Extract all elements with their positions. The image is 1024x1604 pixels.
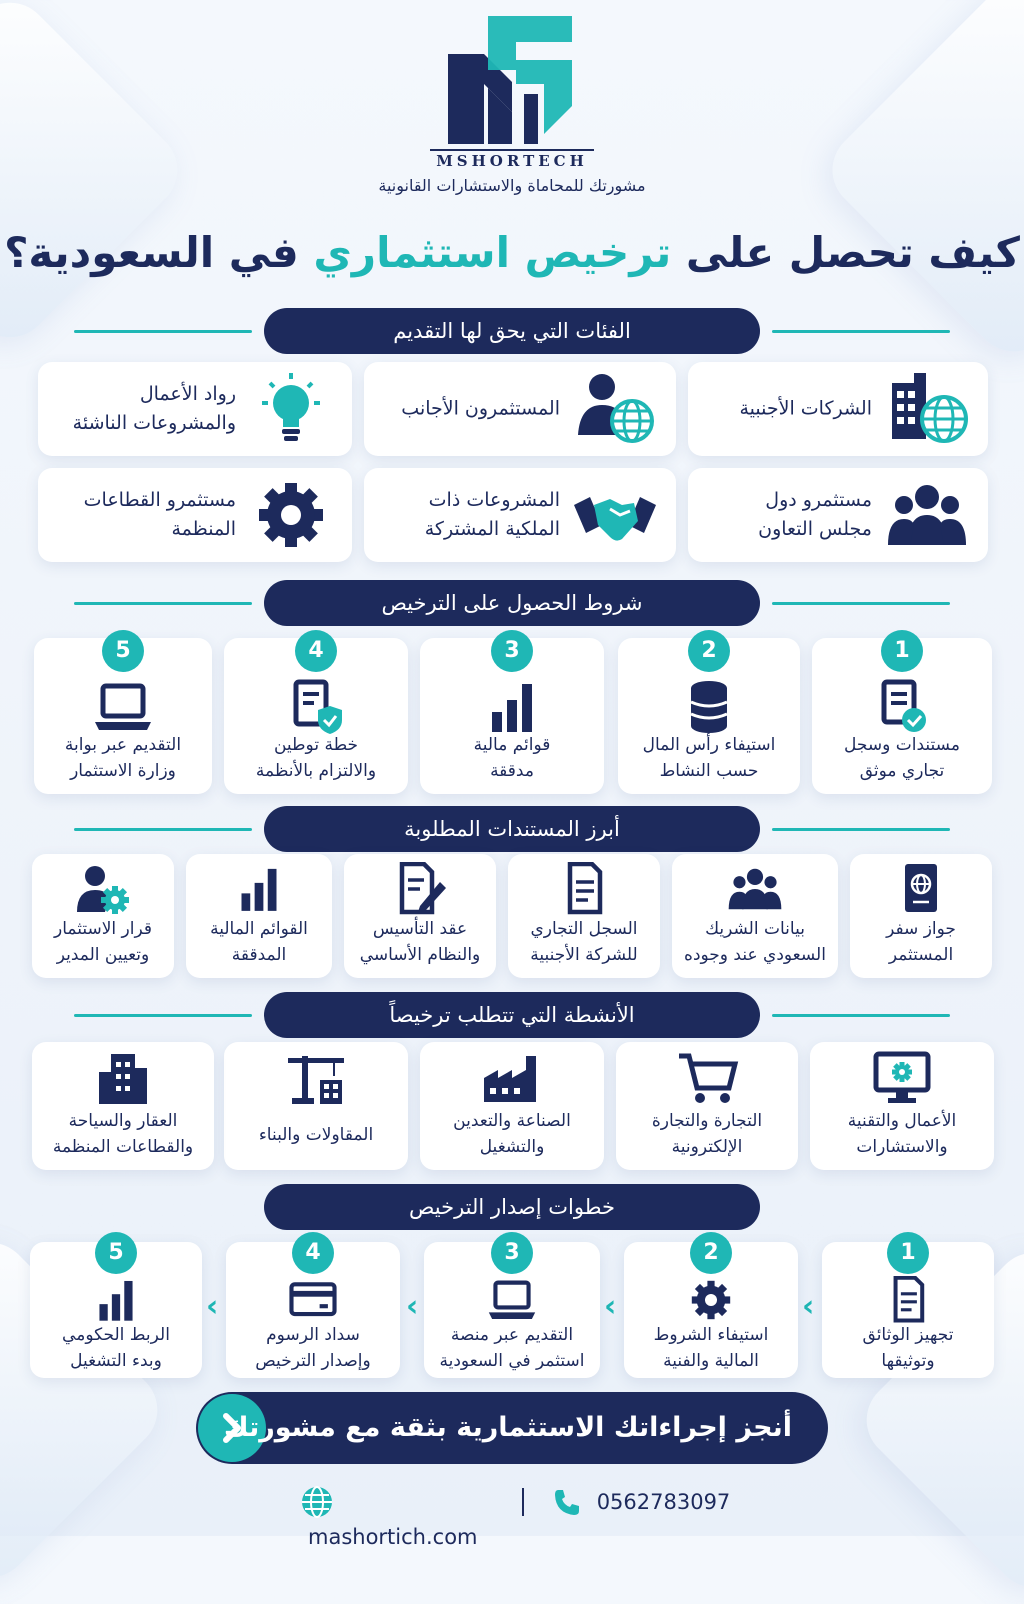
card-label: قرار الاستثمار	[54, 919, 152, 939]
eligible-card	[364, 468, 676, 562]
card-label: مدققة	[490, 761, 534, 781]
card-label: خطة توطين	[273, 735, 359, 755]
card-label: المستثمرون الأجانب	[401, 397, 560, 420]
card-label: تجهيز الوثائق	[862, 1325, 954, 1345]
title-part-3: في السعودية؟	[4, 228, 299, 277]
section-header-documents	[0, 806, 1024, 852]
monitor-gear-icon	[870, 1050, 934, 1108]
activity-card	[616, 1042, 798, 1170]
brand-divider	[430, 149, 594, 151]
contact-divider	[522, 1488, 524, 1516]
step-number: 1	[887, 1232, 929, 1274]
document-card	[672, 854, 838, 978]
credit-card-icon	[285, 1276, 341, 1324]
eligible-card	[38, 468, 352, 562]
card-label: مستثمرو القطاعات	[83, 489, 236, 511]
buildings-icon	[91, 1050, 155, 1108]
card-label: استيفاء رأس المال	[642, 735, 776, 755]
step-number: 5	[95, 1232, 137, 1274]
card-label: المنظمة	[171, 518, 236, 540]
card-label: الشركات الأجنبية	[739, 397, 872, 420]
phone-link[interactable]	[552, 1484, 752, 1518]
chevron-left-icon: ‹	[406, 1289, 419, 1324]
card-label: المستثمر	[888, 945, 954, 965]
card-label: حسب النشاط	[659, 761, 759, 781]
card-label: استيفاء الشروط	[653, 1325, 769, 1345]
bar-chart-icon	[88, 1276, 144, 1324]
chevron-left-icon: ‹	[802, 1289, 815, 1324]
lightbulb-icon	[248, 369, 334, 449]
card-label: جواز سفر	[886, 919, 956, 939]
activity-card	[32, 1042, 214, 1170]
step-number: 3	[491, 630, 533, 672]
card-label: وإصدار الترخيص	[255, 1351, 371, 1371]
card-label: العقار والسياحة	[68, 1111, 178, 1131]
document-card	[186, 854, 332, 978]
card-label: سداد الرسوم	[266, 1325, 360, 1345]
title-part-1: كيف تحصل على	[685, 228, 1020, 277]
card-label: والنظام الأساسي	[359, 945, 481, 965]
card-label: بيانات الشريك	[705, 919, 805, 939]
card-label: وزارة الاستثمار	[70, 761, 176, 781]
card-label: مستثمرو دول	[765, 489, 872, 511]
step-card	[424, 1242, 600, 1378]
card-label: التجارة والتجارة	[651, 1111, 763, 1131]
website-link[interactable]	[300, 1484, 510, 1549]
mshortech-logo	[446, 14, 578, 146]
card-label: للشركة الأجنبية	[530, 945, 638, 965]
eligible-card	[688, 468, 988, 562]
section-title: أبرز المستندات المطلوبة	[264, 806, 760, 852]
step-number: 3	[491, 1232, 533, 1274]
phone-icon	[552, 1487, 582, 1517]
document-card	[850, 854, 992, 978]
divider-line	[772, 828, 950, 831]
card-label: السجل التجاري	[530, 919, 638, 939]
document-card	[508, 854, 660, 978]
document-icon	[556, 862, 612, 916]
step-number: 4	[295, 630, 337, 672]
card-label: التقديم عبر منصة	[450, 1325, 574, 1345]
card-label: مستندات وسجل	[844, 735, 960, 755]
section-title: الفئات التي يحق لها التقديم	[264, 308, 760, 354]
card-label: والقطاعات المنظمة	[52, 1137, 194, 1157]
handshake-icon	[572, 475, 658, 555]
section-title: خطوات إصدار الترخيص	[264, 1184, 760, 1230]
cta-banner[interactable]	[196, 1392, 828, 1464]
divider-line	[74, 330, 252, 333]
card-label: الإلكترونية	[671, 1137, 743, 1157]
card-label: الربط الحكومي	[62, 1325, 170, 1345]
card-label: رواد الأعمال	[139, 383, 236, 405]
card-label: المالية والفنية	[663, 1351, 759, 1371]
title-part-2: ترخيص استثماري	[313, 228, 672, 277]
condition-card	[224, 638, 408, 794]
group-icon	[725, 862, 785, 916]
document-shield-icon	[284, 678, 348, 736]
document-icon	[880, 1276, 936, 1324]
brand-tagline: مشورتك للمحاماة والاستشارات القانونية	[378, 176, 646, 195]
database-icon	[677, 678, 741, 736]
bar-chart-icon	[231, 862, 287, 916]
chevron-left-icon: ‹	[206, 1289, 219, 1324]
card-label: وبدء التشغيل	[70, 1351, 162, 1371]
step-number: 1	[881, 630, 923, 672]
step-number: 4	[292, 1232, 334, 1274]
person-globe-icon	[572, 369, 658, 449]
person-gear-icon	[75, 862, 131, 916]
card-label: الصناعة والتعدين	[453, 1111, 571, 1131]
section-title: شروط الحصول على الترخيص	[264, 580, 760, 626]
step-number: 5	[102, 630, 144, 672]
factory-icon	[480, 1050, 544, 1108]
activity-card	[810, 1042, 994, 1170]
globe-icon	[300, 1485, 334, 1519]
card-label: قوائم مالية	[473, 735, 551, 755]
website-text: mashortich.com	[308, 1525, 478, 1549]
divider-line	[772, 330, 950, 333]
divider-line	[74, 602, 252, 605]
document-card	[344, 854, 496, 978]
activity-card	[420, 1042, 604, 1170]
activity-card	[224, 1042, 408, 1170]
divider-line	[74, 1014, 252, 1017]
step-number: 2	[688, 630, 730, 672]
card-label: القوائم المالية	[210, 919, 308, 939]
step-card	[30, 1242, 202, 1378]
card-label: وتعيين المدير	[56, 945, 150, 965]
gear-icon	[248, 475, 334, 555]
card-label: وتوثيقها	[881, 1351, 935, 1371]
condition-card	[420, 638, 604, 794]
condition-card	[812, 638, 992, 794]
gear-icon	[683, 1276, 739, 1324]
divider-line	[772, 602, 950, 605]
section-header-activities	[0, 992, 1024, 1038]
card-label: المشروعات ذات	[428, 489, 560, 511]
group-icon	[884, 475, 970, 555]
card-label: والالتزام بالأنظمة	[255, 761, 377, 781]
laptop-icon	[484, 1276, 540, 1324]
card-label: عقد التأسيس	[372, 919, 468, 939]
passport-icon	[893, 862, 949, 916]
cart-icon	[675, 1050, 739, 1108]
divider-line	[772, 1014, 950, 1017]
chevron-left-icon: ‹	[604, 1289, 617, 1324]
card-label: مجلس التعاون	[758, 518, 872, 540]
card-label: والاستشارات	[856, 1137, 948, 1157]
bar-chart-icon	[480, 678, 544, 736]
step-card	[226, 1242, 400, 1378]
document-card	[32, 854, 174, 978]
document-check-icon	[870, 678, 934, 736]
eligible-card	[688, 362, 988, 456]
card-label: تجاري موثق	[859, 761, 945, 781]
building-globe-icon	[884, 369, 970, 449]
card-label: والمشروعات الناشئة	[72, 412, 236, 434]
section-header-eligible	[0, 308, 1024, 354]
crane-icon	[284, 1050, 348, 1108]
laptop-icon	[91, 678, 155, 736]
card-label: الأعمال والتقنية	[847, 1111, 957, 1131]
step-card	[624, 1242, 798, 1378]
card-label: الملكية المشتركة	[424, 518, 560, 540]
card-label: السعودي عند وجوده	[684, 945, 826, 965]
page-title	[0, 228, 1024, 277]
divider-line	[74, 828, 252, 831]
cta-text: أنجز إجراءاتك الاستثمارية بثقة مع مشورتك	[223, 1412, 792, 1443]
card-label: المقاولات والبناء	[258, 1125, 374, 1145]
section-header-conditions	[0, 580, 1024, 626]
section-title: الأنشطة التي تتطلب ترخيصاً	[264, 992, 760, 1038]
card-label: التقديم عبر بوابة	[64, 735, 182, 755]
condition-card	[34, 638, 212, 794]
card-label: المدققة	[231, 945, 287, 965]
phone-text: 0562783097	[596, 1490, 731, 1514]
eligible-card	[38, 362, 352, 456]
step-card	[822, 1242, 994, 1378]
step-number: 2	[690, 1232, 732, 1274]
card-label: استثمر في السعودية	[439, 1351, 585, 1371]
card-label: والتشغيل	[479, 1137, 545, 1157]
section-header-steps	[0, 1184, 1024, 1230]
eligible-card	[364, 362, 676, 456]
document-pen-icon	[392, 862, 448, 916]
brand-name: MSHORTECH	[436, 152, 588, 170]
condition-card	[618, 638, 800, 794]
